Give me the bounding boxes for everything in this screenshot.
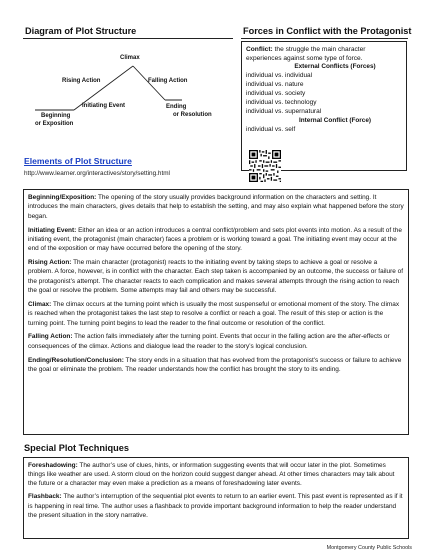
definition-text: The story ends in a situation that has evolved from the protagonist’s success or failure to achieve the goal or eliminate the problem. The reader understands how the conflict has brought the story to its ending.	[28, 356, 402, 373]
technique-text: The author’s use of clues, hints, or information suggesting events that will occur later in the plot. Sometimes things like weather are used. A storm cloud on the horizon could suggest danger ahead. At other times characters may talk about the future or a character may even make a prediction as a means of foreshadowing later events.	[28, 462, 395, 488]
resolution-label: or Resolution	[173, 112, 212, 118]
qr-code-icon	[249, 150, 281, 182]
beginning-label: Beginning	[41, 113, 71, 119]
rising-action-label: Rising Action	[62, 78, 101, 84]
technique-text: The author’s interruption of the sequential plot events to return to an earlier event. This past event is represented as if it is happening in real time. The author uses a flashback to provide important background information to help the reader understand the present situation in the story narrative.	[28, 493, 403, 519]
definition-text: The opening of the story usually provides background information on the characters and setting. It introduces the main characters, gives details that help to establish the setting, and may also explain what happened before the story began.	[28, 194, 404, 220]
definition-term: Beginning/Exposition:	[28, 194, 97, 201]
definition-term: Initiating Event:	[28, 226, 77, 234]
definition-text: Either an idea or an action introduces a central conflict/problem and sets plot events into motion. As a result of the initiating event, the protagonist (main character) faces a problem or is working toward a goal. The initiating event may occur at the end of the exposition or may have occurred before the opening of the story.	[28, 226, 402, 253]
exposition-label: or Exposition	[35, 121, 74, 127]
special-techniques-title: Special Plot Techniques	[24, 443, 130, 453]
definition-term: Ending/Resolution/Conclusion:	[28, 356, 124, 364]
conflict-term: Conflict:	[246, 46, 273, 53]
diagram-title-rule	[23, 38, 233, 39]
external-heading: External Conflicts (Forces)	[294, 63, 376, 71]
climax-label: Climax	[120, 55, 140, 61]
conflict-title: Forces in Conflict with the Protagonist	[243, 26, 412, 36]
initiating-event-label: Initiating Event	[82, 103, 126, 109]
technique-paragraph	[28, 461, 404, 488]
diagram-title: Diagram of Plot Structure	[25, 26, 137, 36]
definition-paragraph	[28, 226, 404, 254]
definition-text: The climax occurs at the turning point which is usually the most suspenseful or emotional moment of the story. The climax is reached when the protagonist takes the last step to resolve a conflict or reach a goal. The result of this step or action is the turning point. The turning point begins to lead the reader to the final outcome or resolution of the conflict.	[28, 300, 400, 327]
plot-diagram	[22, 44, 234, 144]
conflict-definition-text: the struggle the main character experiences against some type of force.	[246, 46, 366, 63]
definition-paragraph	[28, 300, 404, 328]
internal-item: individual vs. self	[246, 125, 296, 133]
definition-paragraph	[28, 332, 404, 351]
special-techniques-box	[23, 457, 409, 539]
internal-heading: Internal Conflict (Force)	[298, 116, 372, 124]
definition-text: The main character (protagonist) reacts to the initiating event by taking steps to achieve a goal or resolve a problem. A force, however, is in conflict with the character. Each step taken is accompanied by an outcome, the success or failure of the protagonist’s attempt. The character reacts to each complication and makes several attempts through the rising action to reach the goal or resolve the problem. Some attempts may fail and others may be successful.	[28, 259, 403, 295]
definition-paragraph	[28, 356, 404, 375]
definition-term: Falling Action:	[28, 333, 73, 341]
external-item: individual vs. technology	[246, 98, 317, 106]
footer-credit: Montgomery County Public Schools	[326, 545, 412, 551]
definition-term: Climax:	[28, 300, 52, 308]
ending-label: Ending	[166, 104, 187, 110]
definitions-box	[23, 189, 409, 435]
definition-paragraph	[28, 258, 404, 295]
conflict-definition	[246, 45, 402, 63]
definition-paragraph	[28, 193, 404, 221]
external-item: individual vs. individual	[246, 72, 313, 80]
definition-text: The action falls immediately after the turning point. Events that occur in the falling action are the after-effects or consequences of the climax. Actions and dialogue lead the reader to the story’s logical conclusion.	[28, 333, 390, 350]
source-url[interactable]: http://www.learner.org/interactives/story/setting.html	[24, 170, 170, 177]
external-item: individual vs. supernatural	[246, 107, 322, 115]
external-item: individual vs. nature	[246, 80, 304, 88]
falling-action-label: Falling Action	[148, 78, 188, 84]
conflict-title-rule	[241, 38, 408, 39]
technique-paragraph	[28, 492, 404, 519]
technique-term: Flashback:	[28, 493, 62, 501]
technique-term: Foreshadowing:	[28, 462, 78, 469]
external-item: individual vs. society	[246, 89, 306, 97]
definition-term: Rising Action:	[28, 259, 72, 267]
elements-link[interactable]: Elements of Plot Structure	[24, 156, 132, 166]
